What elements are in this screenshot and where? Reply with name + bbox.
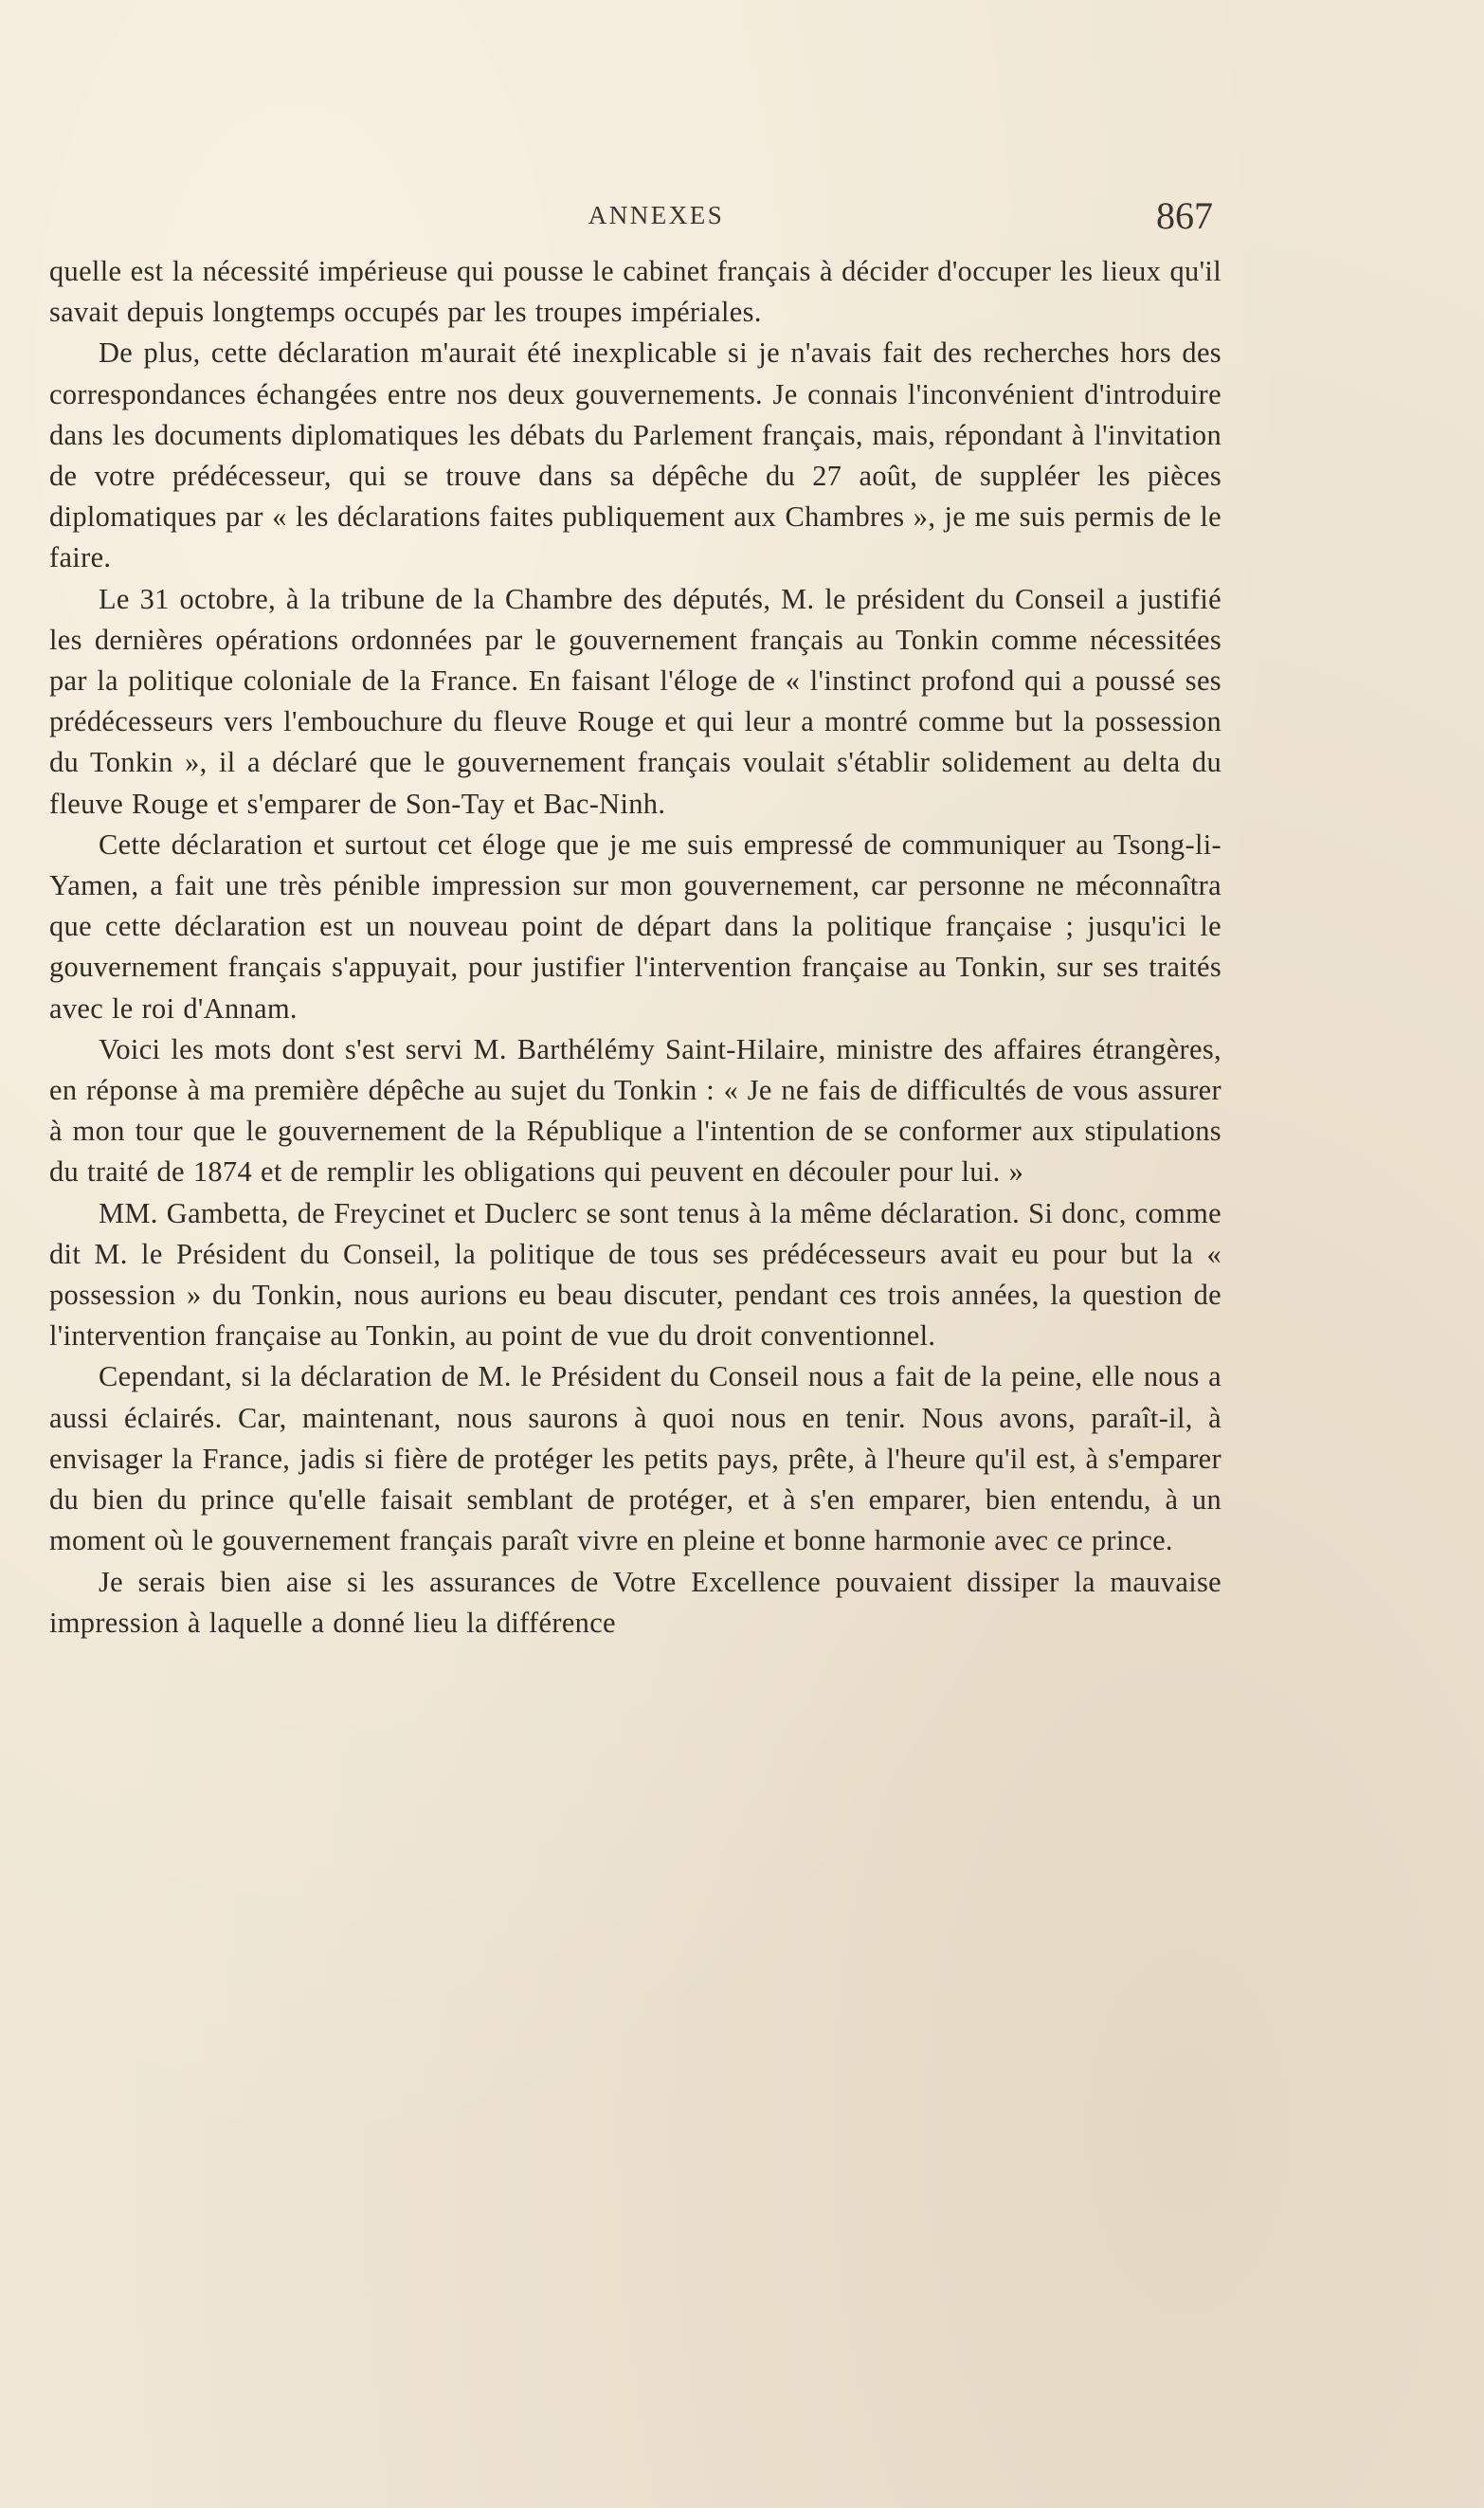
body-text [49, 251, 1222, 1644]
paragraph-1: quelle est la nécessité impérieuse qui pousse le cabinet français à décider d'occuper les lieux qu'il savait depuis longtemps occupés par les troupes impériales. [49, 255, 1222, 329]
paragraph-2: De plus, cette déclaration m'aurait été inexplicable si je n'avais fait des recherches hors des correspondances échangées entre nos deux gouvernements. Je connais l'inconvénient d'introduire dans les documents diplomatiques les débats du Parlement français, mais, répondant à l'invitation de votre prédécesseur, qui se trouve dans sa dépêche du 27 août, de suppléer les pièces diplomatiques par « les déclarations faites publiquement aux Chambres », je me suis permis de le faire. [49, 336, 1222, 574]
paragraph-6: MM. Gambetta, de Freycinet et Duclerc se sont tenus à la même déclaration. Si donc, comme dit M. le Président du Conseil, la politique de tous ses prédécesseurs avait eu pour but la « possession » du Tonkin, nous aurions eu beau discuter, pendant ces trois années, la question de l'intervention française au Tonkin, au point de vue du droit conventionnel. [49, 1196, 1222, 1353]
paragraph-7: Cependant, si la déclaration de M. le Président du Conseil nous a fait de la peine, elle nous a aussi éclairés. Car, maintenant, nous saurons à quoi nous en tenir. Nous avons, paraît-il, à envisager la France, jadis si fière de protéger les petits pays, prête, à l'heure qu'il est, à s'emparer du bien du prince qu'elle faisait semblant de protéger, et à s'en emparer, bien entendu, à un moment où le gouvernement français paraît vivre en pleine et bonne harmonie avec ce prince. [49, 1360, 1222, 1557]
running-head [100, 193, 1213, 237]
paragraph-5: Voici les mots dont s'est servi M. Barthélémy Saint-Hilaire, ministre des affaires étrangères, en réponse à ma première dépêche au sujet du Tonkin : « Je ne fais de difficultés de vous assurer à mon tour que le gouvernement de la République a l'intention de se conformer aux stipulations du traité de 1874 et de remplir les obligations qui peuvent en découler pour lui. » [49, 1032, 1222, 1189]
paragraph-3: Le 31 octobre, à la tribune de la Chambre des députés, M. le président du Conseil a justifié les dernières opérations ordonnées par le gouvernement français au Tonkin comme nécessitées par la politique coloniale de la France. En faisant l'éloge de « l'instinct profond qui a poussé ses prédécesseurs vers l'embouchure du fleuve Rouge et qui leur a montré comme but la possession du Tonkin », il a déclaré que le gouvernement français voulait s'établir solidement au delta du fleuve Rouge et s'emparer de Son-Tay et Bac-Ninh. [49, 582, 1222, 820]
paragraph-8: Je serais bien aise si les assurances de Votre Excellence pouvaient dissiper la mauvaise impression à laquelle a donné lieu la différence [49, 1565, 1222, 1639]
page-number: 867 [1156, 194, 1213, 237]
running-title: ANNEXES [588, 201, 725, 229]
paragraph-4: Cette déclaration et surtout cet éloge que je me suis empressé de communiquer au Tsong-li-Yamen, a fait une très pénible impression sur mon gouvernement, car personne ne méconnaîtra que cette déclaration est un nouveau point de départ dans la politique française ; jusqu'ici le gouvernement français s'appuyait, pour justifier l'intervention française au Tonkin, sur ses traités avec le roi d'Annam. [49, 827, 1222, 1025]
